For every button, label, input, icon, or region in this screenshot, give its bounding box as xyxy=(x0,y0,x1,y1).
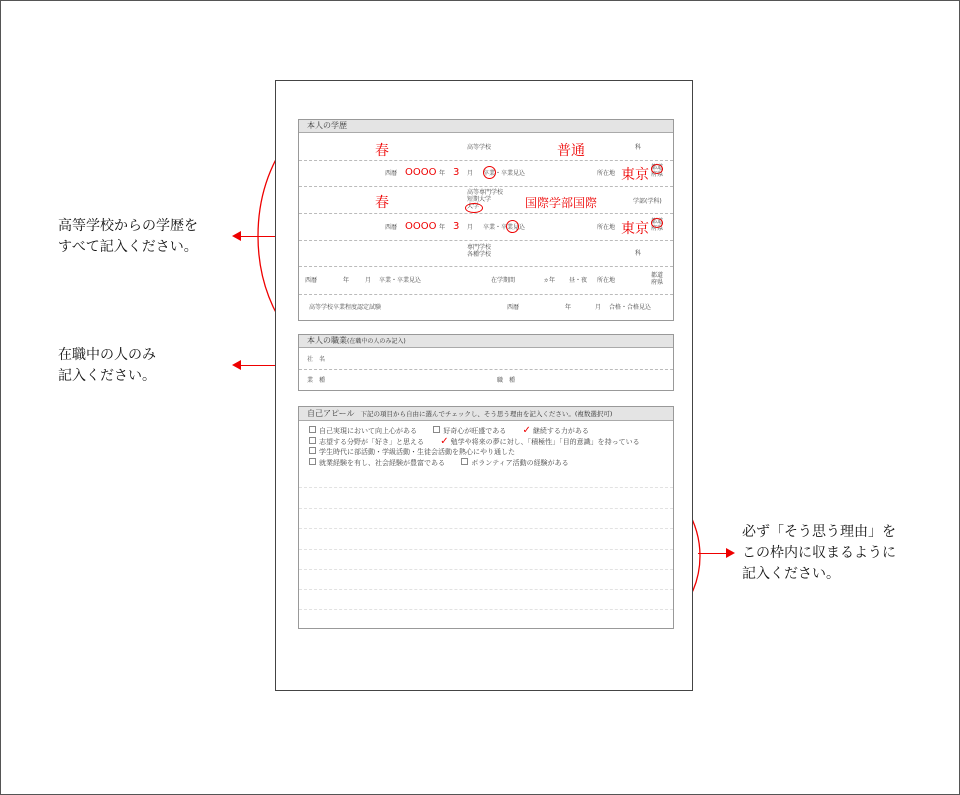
vocational-era: 西暦 xyxy=(305,277,318,284)
company-label: 社 名 xyxy=(307,356,326,363)
occupation-section xyxy=(298,334,674,391)
college-status-circle xyxy=(506,220,519,233)
vocational-pref-line1: 都道 xyxy=(651,272,664,279)
appeal-note-line2: この枠内に収まるように xyxy=(742,545,896,561)
appeal-section xyxy=(298,406,674,629)
vocational-type-line1: 専門学校 xyxy=(467,244,492,251)
hs-course-suffix: 科 xyxy=(635,144,642,151)
hs-year[interactable]: OOOO xyxy=(405,167,437,178)
hs-course[interactable]: 普通 xyxy=(557,143,585,159)
education-note-line2: すべて記入ください。 xyxy=(58,239,198,255)
vocational-type-line2: 各種学校 xyxy=(467,251,492,258)
checkbox-item-6[interactable] xyxy=(309,447,316,454)
writing-line xyxy=(299,609,673,610)
exam-label: 高等学校卒業程度認定試験 xyxy=(309,304,382,311)
job-label: 職 種 xyxy=(497,377,516,384)
checkbox-item-4[interactable] xyxy=(309,437,316,444)
writing-line xyxy=(299,487,673,488)
divider xyxy=(299,266,673,267)
appeal-item-1-label: 自己実現において向上心がある xyxy=(319,427,417,435)
vocational-pref xyxy=(651,272,663,286)
checkbox-item-7[interactable] xyxy=(309,458,316,465)
college-type-line1: 高等専門学校 xyxy=(467,189,504,196)
appeal-note-line3: 記入ください。 xyxy=(742,566,840,582)
hs-pref-circle xyxy=(651,164,663,174)
hs-pref-line1: 都道 xyxy=(651,164,664,171)
hs-pref-line2: 府県 xyxy=(651,171,664,178)
appeal-item-6-label: 学生時代に部活動・学級活動・生徒会活動を熱心にやり通した xyxy=(319,448,515,456)
college-school-name[interactable]: 春 xyxy=(375,195,389,211)
exam-result: 合格・合格見込 xyxy=(609,304,652,311)
vocational-type xyxy=(467,244,491,258)
vocational-month-label: 月 xyxy=(365,277,372,284)
appeal-header-title: 自己アピール xyxy=(307,409,355,418)
hs-school-type: 高等学校 xyxy=(467,144,492,151)
college-type-line3: 大学 xyxy=(467,203,480,210)
college-location[interactable]: 東京 xyxy=(621,221,649,237)
industry-label: 業 種 xyxy=(307,377,326,384)
exam-month-label: 月 xyxy=(595,304,602,311)
checkbox-item-8[interactable] xyxy=(461,458,468,465)
vocational-status: 卒業・卒業見込 xyxy=(379,277,422,284)
education-note-line1: 高等学校からの学歴を xyxy=(58,218,198,234)
occupation-note-line1: 在職中の人のみ xyxy=(58,347,156,363)
writing-line xyxy=(299,549,673,550)
college-pref-line2: 府県 xyxy=(651,225,664,232)
hs-status: 卒業・卒業見込 xyxy=(483,170,526,177)
appeal-instruction: 下記の項目から自由に選んでチェックし、そう思う理由を記入ください。(複数選択可) xyxy=(360,410,613,418)
education-header: 本人の学歴 xyxy=(299,120,673,133)
hs-location[interactable]: 東京 xyxy=(621,167,649,183)
hs-status-circle xyxy=(483,166,496,179)
checkbox-item-2[interactable] xyxy=(433,426,440,433)
occupation-note-line2: 記入ください。 xyxy=(58,368,156,384)
writing-line xyxy=(299,589,673,590)
college-era: 西暦 xyxy=(385,224,398,231)
vocational-location-label: 所在地 xyxy=(597,277,616,284)
divider xyxy=(299,186,673,187)
appeal-item-7-label: 就業経験を有し、社会経験が豊富である xyxy=(319,459,445,467)
vocational-pref-line2: 府県 xyxy=(651,279,664,286)
checkbox-item-3-checked-icon[interactable]: ✓ xyxy=(522,425,531,436)
checkbox-item-1[interactable] xyxy=(309,426,316,433)
writing-line xyxy=(299,569,673,570)
checkbox-item-5-checked-icon[interactable]: ✓ xyxy=(440,436,449,447)
college-year[interactable]: OOOO xyxy=(405,221,437,232)
appeal-row-4 xyxy=(309,458,569,469)
vocational-year-label: 年 xyxy=(343,277,350,284)
divider xyxy=(299,369,673,370)
appeal-row-3 xyxy=(309,447,515,458)
hs-school-name[interactable]: 春 xyxy=(375,143,389,159)
divider xyxy=(299,160,673,161)
divider xyxy=(299,294,673,295)
education-section xyxy=(298,119,674,321)
occupation-header-note: (在職中の人のみ記入) xyxy=(347,338,406,345)
appeal-item-4-label: 志望する分野が「好き」と思える xyxy=(319,438,424,446)
hs-location-label: 所在地 xyxy=(597,170,616,177)
appeal-item-8-label: ボランティア活動の経験がある xyxy=(471,459,569,467)
divider xyxy=(299,213,673,214)
hs-era: 西暦 xyxy=(385,170,398,177)
hs-year-label: 年 xyxy=(439,170,446,177)
appeal-item-3-label: 継続する力がある xyxy=(532,427,589,435)
vocational-period-label: 在学期間 xyxy=(491,277,516,284)
exam-era: 西暦 xyxy=(507,304,520,311)
occupation-header-title: 本人の職業 xyxy=(307,336,347,345)
writing-line xyxy=(299,528,673,529)
exam-year-label: 年 xyxy=(565,304,572,311)
vocational-years-label: ヵ年 xyxy=(543,277,556,284)
divider xyxy=(299,240,673,241)
appeal-item-2-label: 好奇心が旺盛である xyxy=(443,427,507,435)
appeal-note-line1: 必ず「そう思う理由」を xyxy=(742,524,896,540)
college-year-label: 年 xyxy=(439,224,446,231)
college-pref-line1: 都道 xyxy=(651,218,664,225)
college-status: 卒業・卒業見込 xyxy=(483,224,526,231)
college-month-label: 月 xyxy=(467,224,474,231)
appeal-header xyxy=(299,407,673,421)
appeal-item-5-label: 勉学や将来の夢に対し、「積極性」「目的意識」を持っている xyxy=(450,438,640,446)
college-type-circle xyxy=(465,203,483,213)
college-month[interactable]: 3 xyxy=(453,221,460,232)
college-location-label: 所在地 xyxy=(597,224,616,231)
college-type-line2: 短期大学 xyxy=(467,196,492,203)
vocational-course-suffix: 科 xyxy=(635,250,642,257)
college-pref-circle xyxy=(651,218,663,228)
writing-line xyxy=(299,508,673,509)
form-paper xyxy=(275,80,693,691)
college-faculty[interactable]: 国際学部国際 xyxy=(525,196,598,210)
occupation-header xyxy=(299,335,673,348)
hs-month-label: 月 xyxy=(467,170,474,177)
hs-month[interactable]: 3 xyxy=(453,167,460,178)
vocational-day-night: 昼・夜 xyxy=(569,277,588,284)
college-faculty-suffix: 学部(学科) xyxy=(633,198,662,205)
